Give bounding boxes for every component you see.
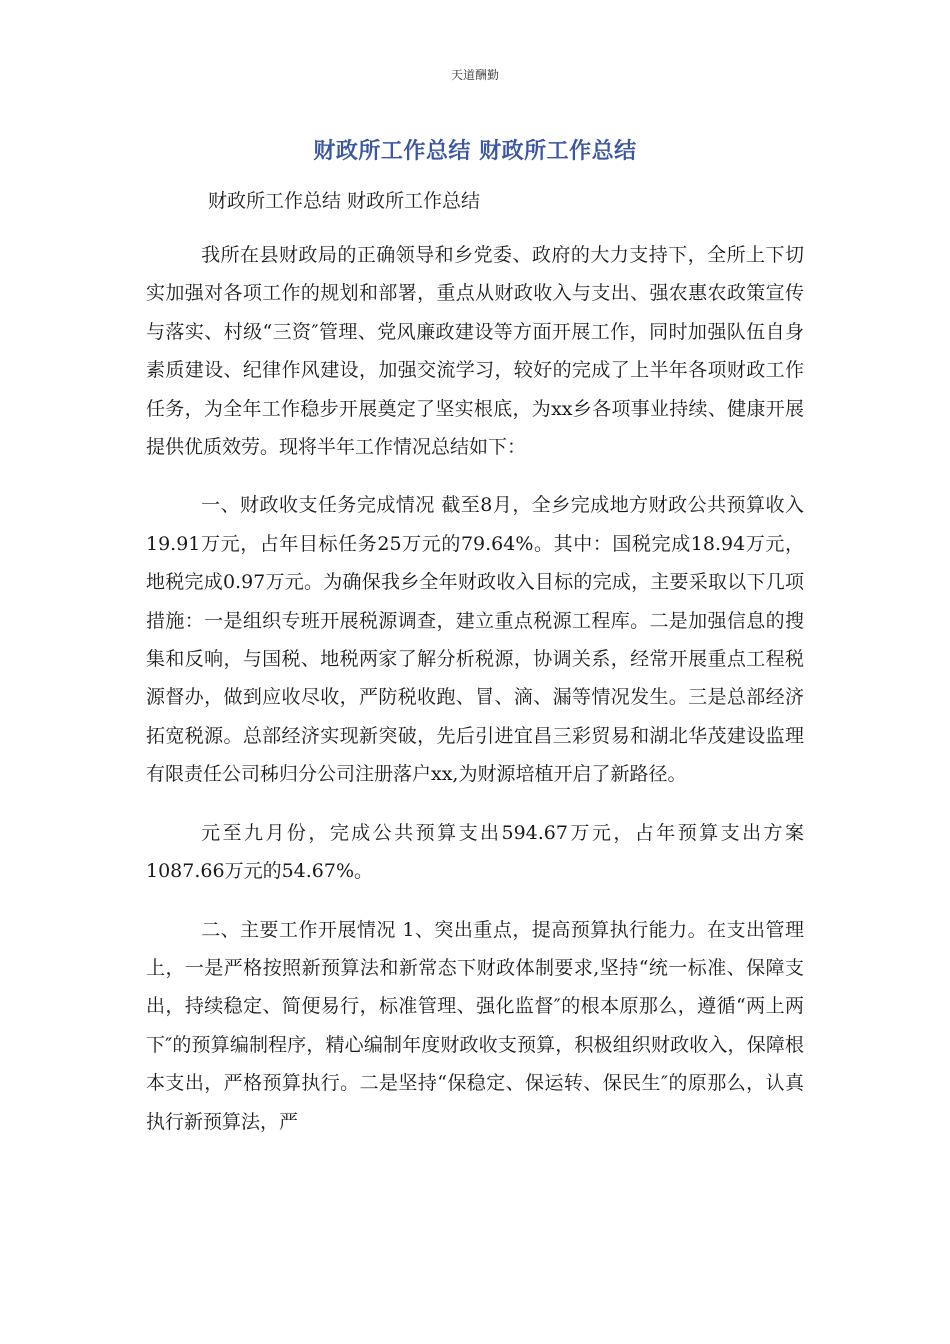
document-body (146, 236, 804, 1161)
page-header: 天道酬勤 (450, 68, 499, 82)
paragraph-intro: 我所在县财政局的正确领导和乡党委、政府的大力支持下，全所上下切实加强对各项工作的规划和部署，重点从财政收入与支出、强农惠农政策宣传与落实、村级“三资″管理、党风廉政建设等方面开展工作，同时加强队伍自身素质建设、纪律作风建设，加强交流学习，较好的完成了上半年各项财政工作任务，为全年工作稳步开展奠定了坚实根底，为xx乡各项事业持续、健康开展提供优质效劳。现将半年工作情况总结如下： (146, 244, 804, 459)
paragraph-main-work: 二、主要工作开展情况 1、突出重点，提高预算执行能力。在支出管理上，一是严格按照新预算法和新常态下财政体制要求,坚持“统一标准、保障支出，持续稳定、简便易行，标准管理、强化监督″的根本原那么，遵循“两上两下″的预算编制程序，精心编制年度财政收支预算，积极组织财政收入，保障根本支出，严格预算执行。二是坚持“保稳定、保运转、保民生″的原那么，认真执行新预算法，严 (146, 918, 804, 1133)
document-subtitle: 财政所工作总结 财政所工作总结 (208, 190, 481, 212)
document-title: 财政所工作总结 财政所工作总结 (313, 139, 637, 164)
paragraph-revenue: 一、财政收支任务完成情况 截至8月，全乡完成地方财政公共预算收入19.91万元，占年目标任务25万元的79.64%。其中：国税完成18.94万元，地税完成0.97万元。为确保我乡全年财政收入目标的完成，主要采取以下几项措施：一是组织专班开展税源调查，建立重点税源工程库。二是加强信息的搜集和反响，与国税、地税两家了解分析税源，协调关系，经常开展重点工程税源督办，做到应收尽收，严防税收跑、冒、滴、漏等情况发生。三是总部经济拓宽税源。总部经济实现新突破，先后引进宜昌三彩贸易和湖北华茂建设监理有限责任公司秭归分公司注册落户xx,为财源培植开启了新路径。 (146, 494, 804, 786)
paragraph-expenditure: 元至九月份，完成公共预算支出594.67万元，占年预算支出方案1087.66万元的54.67%。 (146, 821, 804, 883)
